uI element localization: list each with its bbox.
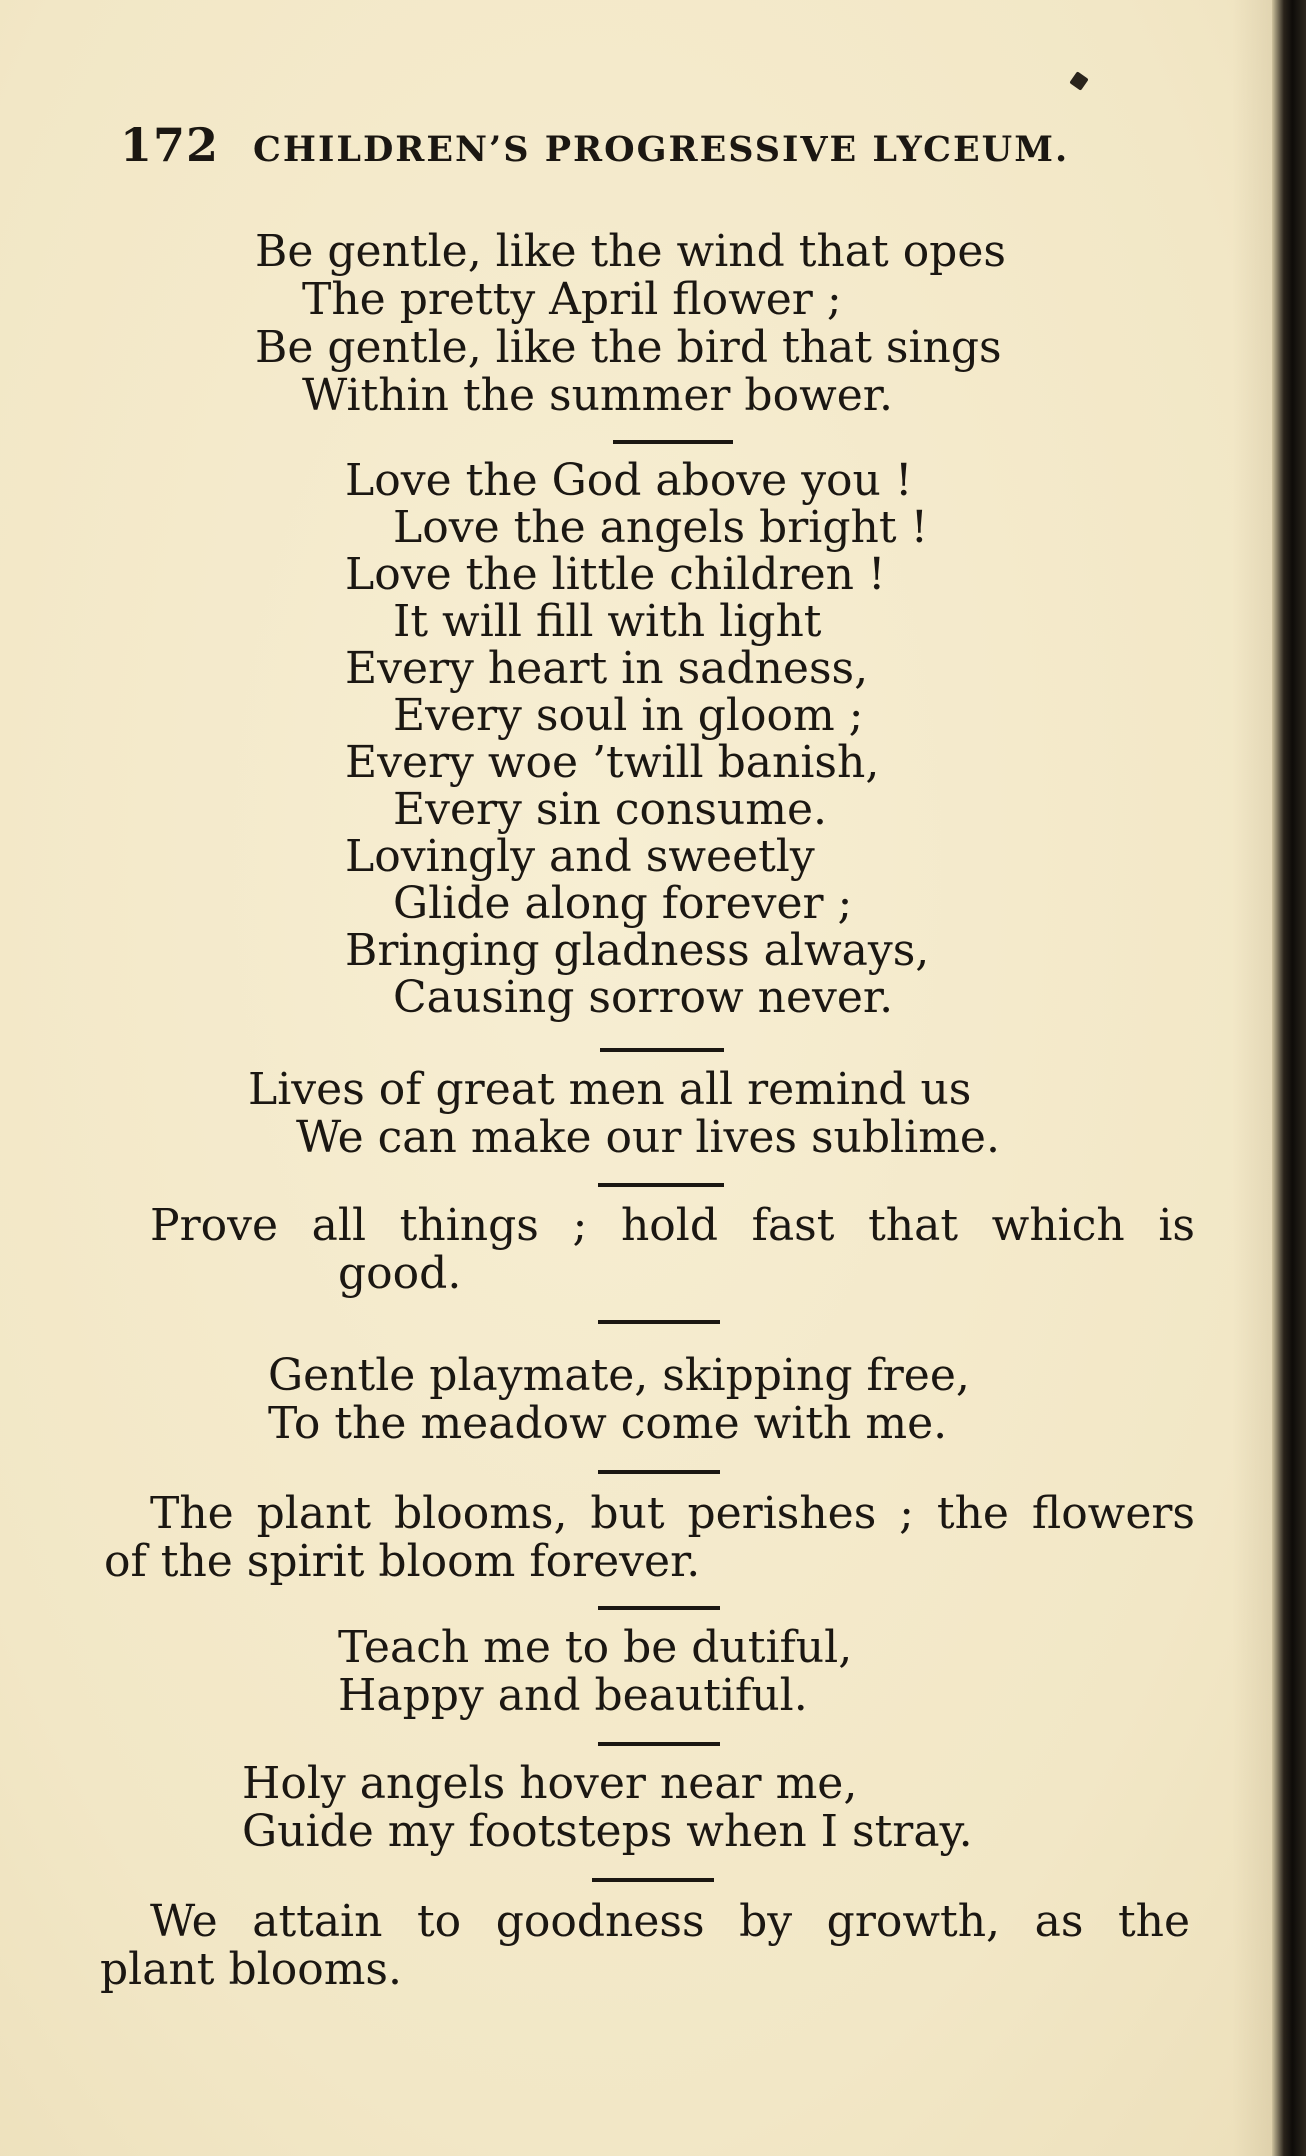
- stanza1-line-1: Be gentle, like the wind that opes: [255, 226, 1006, 277]
- section-divider: [598, 1606, 720, 1610]
- section-divider: [598, 1320, 720, 1324]
- stanza2-line-12: Causing sorrow never.: [393, 972, 894, 1023]
- prose-3-line-1: We attain to goodness by growth, as the: [150, 1896, 1190, 1947]
- stanza2-line-4: It will fill with light: [393, 596, 822, 647]
- prose-1-line-1: Prove all things ; hold fast that which is: [150, 1200, 1195, 1251]
- stanza2-line-11: Bringing gladness always,: [345, 925, 930, 976]
- page-number: 172: [120, 118, 220, 172]
- stanza6-line-2: Guide my footsteps when I stray.: [242, 1806, 973, 1857]
- stanza2-line-10: Glide along forever ;: [393, 878, 853, 929]
- section-divider: [600, 1048, 724, 1052]
- stanza5-line-2: Happy and beautiful.: [338, 1670, 808, 1721]
- stanza3-line-1: Lives of great men all remind us: [248, 1064, 972, 1115]
- section-divider: [613, 440, 733, 444]
- stanza4-line-2: To the meadow come with me.: [268, 1398, 948, 1449]
- prose-2-line-2: of the spirit bloom forever.: [104, 1536, 701, 1587]
- prose-1-line-2: good.: [338, 1248, 462, 1299]
- stanza2-line-7: Every woe ’twill banish,: [345, 737, 880, 788]
- section-divider: [592, 1878, 714, 1882]
- stanza4-line-1: Gentle playmate, skipping free,: [268, 1350, 970, 1401]
- stanza6-line-1: Holy angels hover near me,: [242, 1758, 858, 1809]
- stanza5-line-1: Teach me to be dutiful,: [338, 1622, 853, 1673]
- stanza2-line-8: Every sin consume.: [393, 784, 828, 835]
- stanza2-line-3: Love the little children !: [345, 549, 886, 600]
- book-spine: [1272, 0, 1306, 2156]
- stanza2-line-5: Every heart in sadness,: [345, 643, 869, 694]
- page-header: [120, 118, 1080, 178]
- section-divider: [598, 1470, 720, 1474]
- gutter-shadow: [1232, 0, 1272, 2156]
- prose-3-line-2: plant blooms.: [100, 1944, 402, 1995]
- running-title: CHILDREN’S PROGRESSIVE LYCEUM.: [253, 129, 1070, 170]
- prose-2-line-1: The plant blooms, but perishes ; the flowers: [150, 1488, 1195, 1539]
- stanza1-line-4: Within the summer bower.: [302, 370, 893, 421]
- stanza1-line-3: Be gentle, like the bird that sings: [255, 322, 1002, 373]
- stanza2-line-1: Love the God above you !: [345, 455, 913, 506]
- stanza2-line-6: Every soul in gloom ;: [393, 690, 864, 741]
- stanza3-line-2: We can make our lives sublime.: [296, 1112, 1000, 1163]
- section-divider: [598, 1183, 724, 1187]
- stanza2-line-2: Love the angels bright !: [393, 502, 929, 553]
- stanza1-line-2: The pretty April flower ;: [302, 274, 842, 325]
- section-divider: [598, 1742, 720, 1746]
- stanza2-line-9: Lovingly and sweetly: [345, 831, 815, 882]
